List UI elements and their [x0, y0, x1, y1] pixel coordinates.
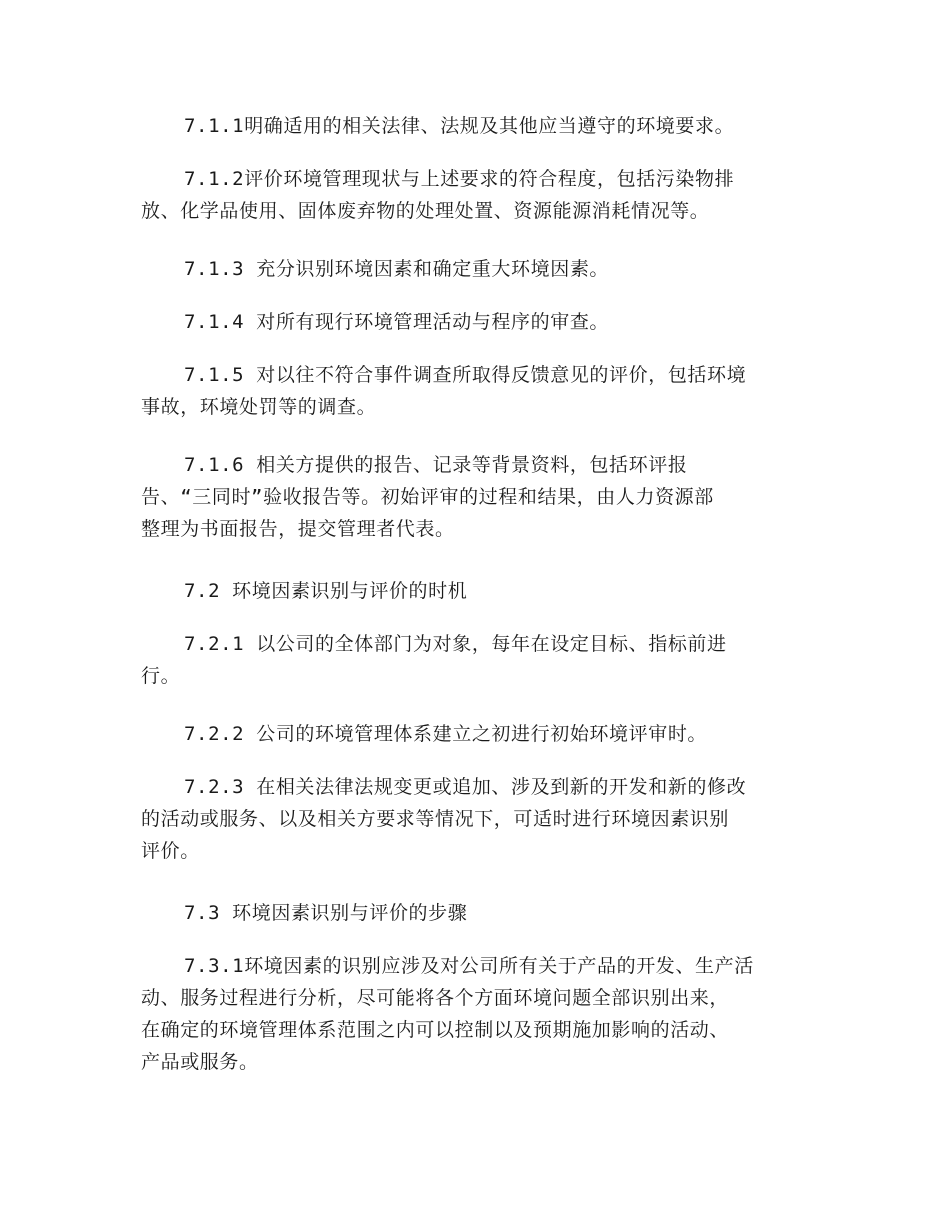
text-line: 7.1.4 对所有现行环境管理活动与程序的审查。: [184, 311, 610, 333]
text-line: 7.3 环境因素识别与评价的步骤: [184, 902, 468, 924]
text-line: 7.1.2评价环境管理现状与上述要求的符合程度，包括污染物排: [184, 168, 735, 190]
text-line: 7.2.1 以公司的全体部门为对象，每年在设定目标、指标前进: [184, 633, 727, 655]
heading-7-2: [141, 575, 811, 607]
paragraph-7-2-2: [141, 718, 811, 750]
paragraph-7-1-6: [141, 449, 811, 545]
text-line: 行。: [141, 665, 181, 687]
paragraph-7-2-1: [141, 628, 811, 692]
text-line: 7.1.3 充分识别环境因素和确定重大环境因素。: [184, 258, 610, 280]
text-line: 整理为书面报告，提交管理者代表。: [141, 518, 455, 540]
text-line: 在确定的环境管理体系范围之内可以控制以及预期施加影响的活动、: [141, 1019, 730, 1041]
heading-7-3: [141, 897, 811, 929]
text-line: 7.3.1环境因素的识别应涉及对公司所有关于产品的开发、生产活: [184, 955, 754, 977]
text-line: 7.2.3 在相关法律法规变更或追加、涉及到新的开发和新的修改: [184, 776, 747, 798]
paragraph-7-3-1: [141, 950, 811, 1078]
text-line: 7.2.2 公司的环境管理体系建立之初进行初始环境评审时。: [184, 723, 708, 745]
text-line: 产品或服务。: [141, 1051, 259, 1073]
text-line: 的活动或服务、以及相关方要求等情况下，可适时进行环境因素识别: [141, 808, 730, 830]
paragraph-7-1-4: [141, 306, 811, 338]
paragraph-7-2-3: [141, 771, 811, 867]
text-line: 7.1.6 相关方提供的报告、记录等背景资料，包括环评报: [184, 454, 688, 476]
text-line: 告、“三同时”验收报告等。初始评审的过程和结果，由人力资源部: [141, 486, 714, 508]
paragraph-7-1-1: [141, 110, 811, 142]
text-line: 事故，环境处罚等的调查。: [141, 396, 377, 418]
text-line: 7.1.1明确适用的相关法律、法规及其他应当遵守的环境要求。: [184, 115, 735, 137]
text-line: 放、化学品使用、固体废弃物的处理处置、资源能源消耗情况等。: [141, 200, 710, 222]
text-line: 动、服务过程进行分析，尽可能将各个方面环境问题全部识别出来，: [141, 987, 730, 1009]
text-line: 7.2 环境因素识别与评价的时机: [184, 580, 468, 602]
paragraph-7-1-3: [141, 253, 811, 285]
paragraph-7-1-2: [141, 163, 811, 227]
paragraph-7-1-5: [141, 359, 811, 423]
text-line: 评价。: [141, 840, 200, 862]
text-line: 7.1.5 对以往不符合事件调查所取得反馈意见的评价，包括环境: [184, 364, 747, 386]
